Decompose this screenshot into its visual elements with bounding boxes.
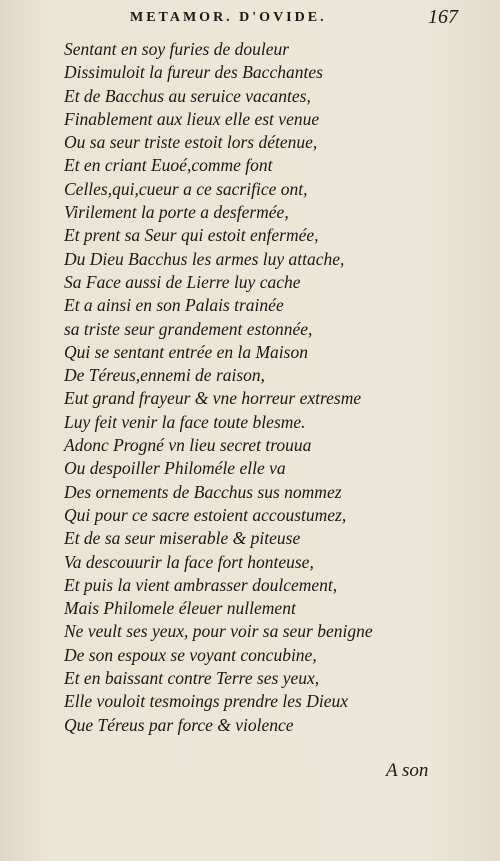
verse-line: Et en baissant contre Terre ses yeux, <box>64 668 320 689</box>
verse-line: Des ornements de Bacchus sus nommez <box>64 481 342 502</box>
verse-line: Et puis la vient ambrasser doulcement, <box>64 574 338 595</box>
verse-line: Ne veult ses yeux, pour voir sa seur benigne <box>64 621 373 642</box>
verse-line: Eut grand frayeur & vne horreur extresme <box>64 388 362 409</box>
verse-line: De son espoux se voyant concubine, <box>64 644 317 665</box>
verse-line: Luy feit venir la face toute blesme. <box>64 411 306 432</box>
verse-line: Ou despoiller Philoméle elle va <box>64 458 286 479</box>
verse-line: Va descouurir la face fort honteuse, <box>64 551 314 572</box>
catchword: A son <box>386 760 429 781</box>
verse-line: Celles,qui,cueur a ce sacrifice ont, <box>64 178 308 199</box>
verse-line: Et prent sa Seur qui estoit enfermée, <box>64 225 319 246</box>
verse-line: Que Téreus par force & violence <box>64 714 294 735</box>
verse-line: Ou sa seur triste estoit lors détenue, <box>64 132 318 153</box>
verse-line: Adonc Progné vn lieu secret trouua <box>64 435 312 456</box>
verse-line: Et en criant Euoé,comme font <box>64 155 273 176</box>
verse-line: Du Dieu Bacchus les armes luy attache, <box>64 248 345 269</box>
verse-line: Qui pour ce sacre estoient accoustumez, <box>64 504 347 525</box>
verse-line: Elle vouloit tesmoings prendre les Dieux <box>64 691 348 712</box>
verse-line: sa triste seur grandement estonnée, <box>64 318 313 339</box>
running-header: METAMOR. D'OVIDE. <box>130 10 327 25</box>
verse-line: Et de Bacchus au seruice vacantes, <box>64 85 311 106</box>
verse-block <box>64 38 464 737</box>
verse-line: Sa Face aussi de Lierre luy cache <box>64 271 301 292</box>
page-number: 167 <box>428 6 458 28</box>
verse-line: Virilement la porte a desfermée, <box>64 202 289 223</box>
verse-line: Finablement aux lieux elle est venue <box>64 108 320 129</box>
verse-line: Mais Philomele éleuer nullement <box>64 598 296 619</box>
verse-line: Et de sa seur miserable & piteuse <box>64 528 301 549</box>
verse-line: De Téreus,ennemi de raison, <box>64 365 266 386</box>
verse-line: Sentant en soy furies de douleur <box>64 39 290 59</box>
verse-line: Et a ainsi en son Palais trainée <box>64 295 284 316</box>
verse-line: Qui se sentant entrée en la Maison <box>64 341 308 362</box>
verse-line: Dissimuloit la fureur des Bacchantes <box>64 62 323 83</box>
